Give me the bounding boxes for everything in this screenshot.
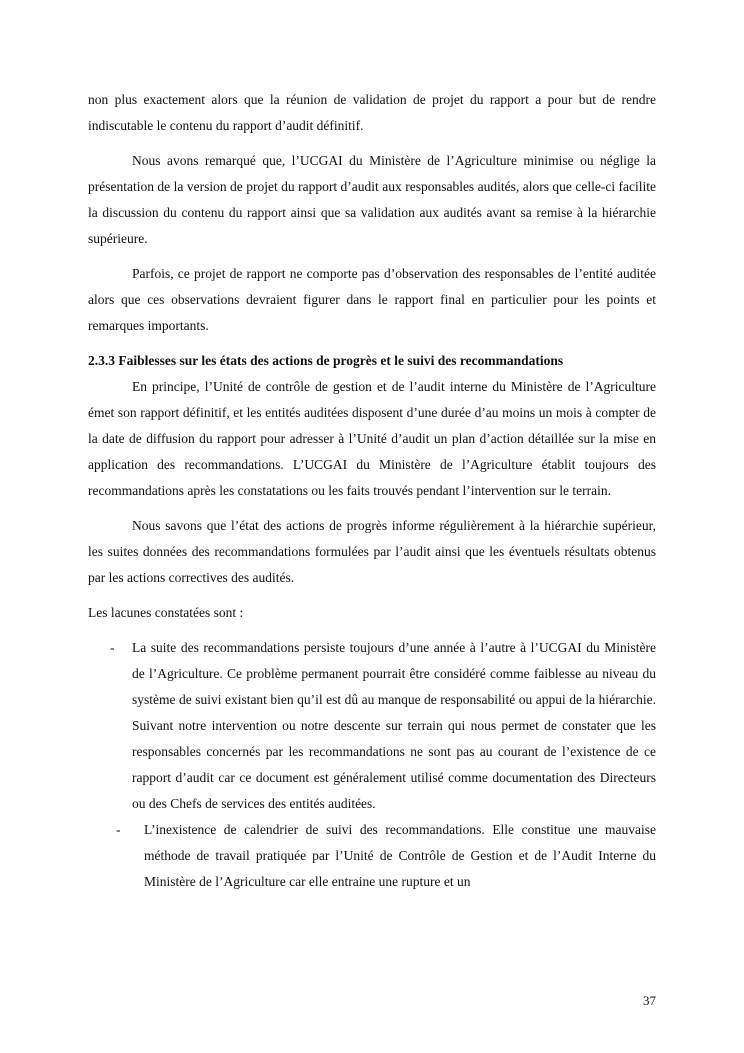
paragraph-en-principe: En principe, l’Unité de contrôle de gestion et de l’audit interne du Ministère de l’Agriculture émet son rapport définitif, et les entités auditées disposent d’une durée d’au moins un mois à compter de la date de diffusion du rapport pour adresser à l’Unité d’audit un plan d’action détaillée sur la mise en application des recommandations. L’UCGAI du Ministère de l’Agriculture établit toujours des recommandations après les constatations ou les faits trouvés pendant l’intervention sur le terrain.	[88, 379, 656, 498]
paragraph-lacunes-intro: Les lacunes constatées sont :	[88, 605, 244, 620]
section-heading: 2.3.3 Faiblesses sur les états des actions de progrès et le suivi des recommandations	[88, 353, 564, 368]
list-item-text: La suite des recommandations persiste toujours d’une année à l’autre à l’UCGAI du Ministère de l’Agriculture. Ce problème permanent pourrait être considéré comme faiblesse au niveau du système de suivi existant bien qu’il est dû au manque de responsabilité ou appui de la hiérarchie. Suivant notre intervention ou notre descente sur terrain qui nous permet de constater que les responsables concernés par les recommandations ne sont pas au courant de l’existence de ce rapport d’audit car ce document est généralement utilisé comme documentation des Directeurs ou des Chefs de services des entités auditées.	[132, 640, 656, 811]
list-bullet: -	[116, 822, 121, 837]
list-item	[88, 817, 656, 895]
paragraph-etat-actions: Nous savons que l’état des actions de progrès informe régulièrement à la hiérarchie supérieur, les suites données des recommandations formulées par l’audit ainsi que les éventuels résultats obtenus par les actions correctives des audités.	[88, 518, 656, 585]
paragraph-observations: Parfois, ce projet de rapport ne comporte pas d’observation des responsables de l’entité auditée alors que ces observations devraient figurer dans le rapport final en particulier pour les points et remarques importants.	[88, 266, 656, 333]
list-item-text: L’inexistence de calendrier de suivi des recommandations. Elle constitue une mauvaise méthode de travail pratiquée par l’Unité de Contrôle de Gestion et de l’Audit Interne du Ministère de l’Agriculture car elle entraine une rupture et un	[144, 822, 656, 889]
list-item	[88, 635, 656, 817]
list-bullet: -	[110, 640, 115, 655]
paragraph-continuation: non plus exactement alors que la réunion de validation de projet du rapport a pour but de rendre indiscutable le contenu du rapport d’audit définitif.	[88, 92, 656, 133]
page-number: 37	[643, 993, 656, 1008]
body-text	[88, 87, 656, 895]
lacunes-list	[88, 635, 656, 895]
paragraph-projet-rapport: Nous avons remarqué que, l’UCGAI du Ministère de l’Agriculture minimise ou néglige la présentation de la version de projet du rapport d’audit aux responsables audités, alors que celle-ci facilite la discussion du contenu du rapport ainsi que sa validation aux audités avant sa remise à la hiérarchie supérieure.	[88, 153, 656, 246]
